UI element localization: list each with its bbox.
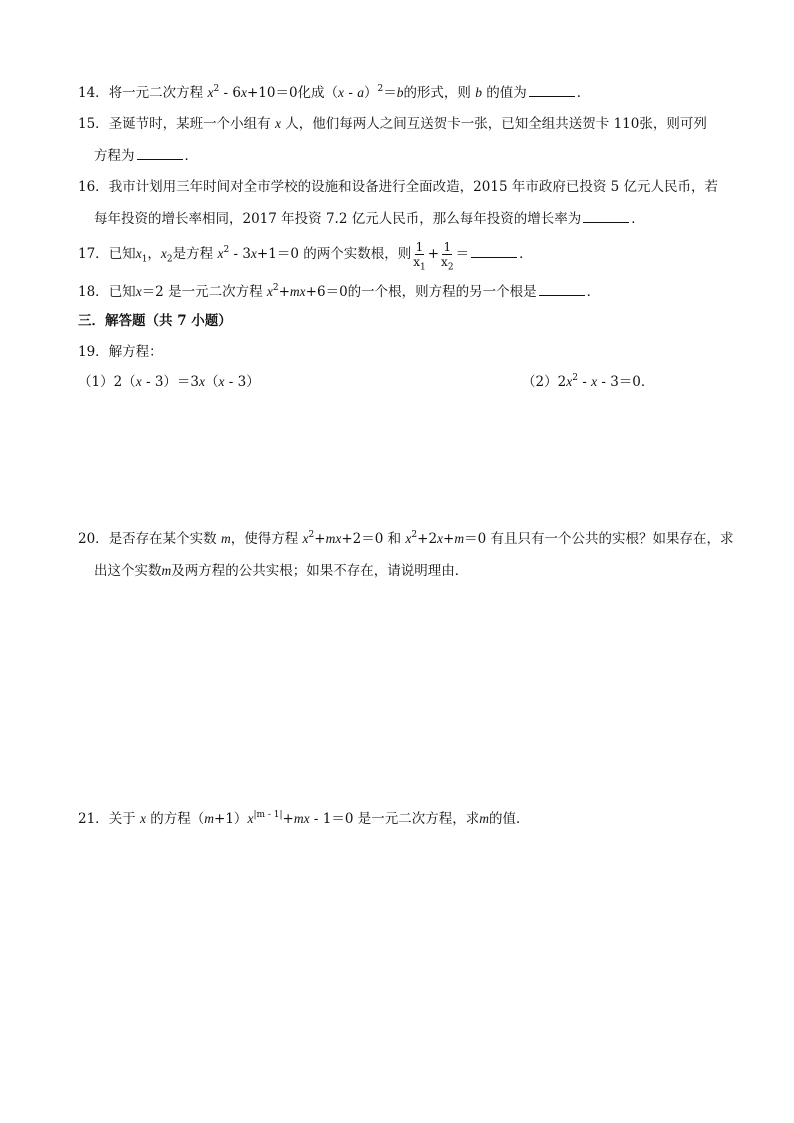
question-number: 20． (78, 531, 109, 547)
question-number: 17． (78, 246, 109, 262)
question-20-line-2: 出这个实数m及两方程的公共实根；如果不存在，请说明理由． (94, 563, 469, 579)
question-16-line-2: 每年投资的增长率相同，2017 年投资 7.2 亿元人民币，那么每年投资的增长率为 ． (94, 208, 645, 229)
question-15-line-1: 15．圣诞节时，某班一个小组有 x 人，他们每两人之间互送贺卡一张，已知全组共送贺卡 110张，则可列 (78, 116, 707, 132)
question-21: 21．关于 x 的方程$(m+1)x^{|m - 1|}+mx - 1=0$ 是一元二次方程，求m的值． (78, 809, 530, 827)
question-number: 18． (78, 284, 109, 300)
section-title: 三．解答题（共 7 小题） (78, 313, 232, 329)
question-20-line-1: 20．是否存在某个实数 m，使得方程 $x^2+mx+2=0$ 和 $x^2+2x+m=0$ 有且只有一个公共的实根？如果存在，求 (78, 529, 734, 547)
question-number: 14． (78, 85, 109, 101)
question-15-line-2: 方程为 ． (94, 145, 198, 166)
answer-blank (583, 208, 629, 223)
question-number: 15． (78, 116, 109, 132)
question-17: 17．已知$x_1$，$x_2$是方程 $x^2 - 3x+1=0$ 的两个实数根，则 $\frac{1}{x_1}$ + $\frac{1}{x_2}$ ＝ ． (78, 240, 533, 273)
question-14: 14．将一元二次方程 $x^2 - 6x+10=0$化成（x - a）$^2$＝b的形式，则 b 的值为 ． (78, 83, 591, 101)
question-number: 16． (78, 179, 109, 195)
fraction-1-over-x1: $\frac{1}{x_1}$ (413, 240, 426, 273)
question-19: 19．解方程： (78, 344, 163, 360)
answer-blank (471, 243, 517, 258)
fraction-1-over-x2: $\frac{1}{x_2}$ (441, 240, 454, 273)
answer-blank (539, 281, 585, 296)
question-19-part-2: $(2)2x^2 - x - 3=0$． (522, 372, 655, 390)
answer-blank (137, 145, 183, 160)
answer-blank (529, 82, 575, 97)
question-16-line-1: 16．我市计划用三年时间对全市学校的设施和设备进行全面改造，2015 年市政府已投资 5 亿元人民币，若 (78, 179, 719, 195)
question-number: 19． (78, 344, 109, 360)
question-18: 18．已知x＝2 是一元二次方程 $x^2+mx+6=0$的一个根，则方程的另一个根是 ． (78, 282, 601, 300)
question-19-part-1: （1）2（x - 3）＝3x（x - 3） (78, 374, 260, 390)
question-number: 21． (78, 811, 109, 827)
